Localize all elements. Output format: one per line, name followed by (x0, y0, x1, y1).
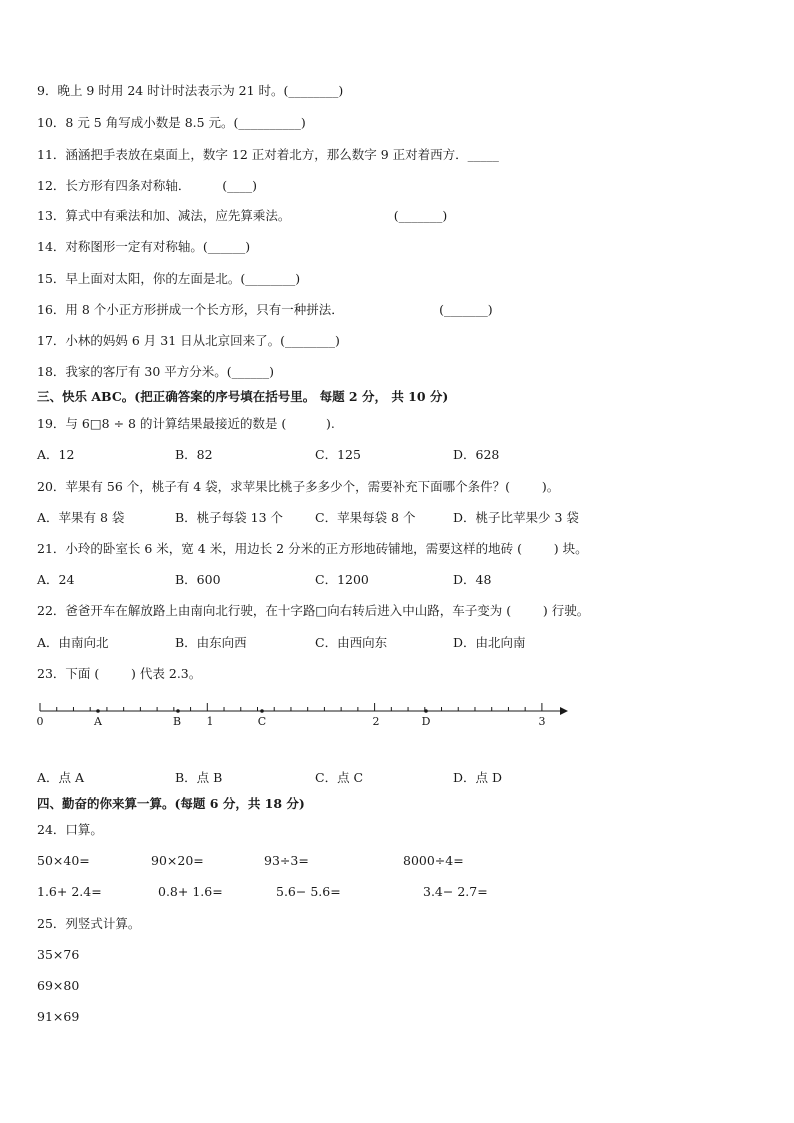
point-b-dot (176, 709, 180, 713)
question-23-option-a: A．点 A (37, 770, 85, 785)
question-20-option-b: B．桃子每袋 13 个 (175, 510, 284, 525)
point-a-dot (96, 709, 100, 713)
question-21-option-d: D．48 (453, 572, 492, 587)
section-4-title: 四、勤奋的你来算一算。(每题 6 分，共 18 分) (37, 796, 305, 811)
question-14: 14．对称图形一定有对称轴。(______) (37, 239, 251, 254)
tick-label-0: 0 (36, 715, 44, 728)
question-19-stem: 19．与 6□8 ÷ 8 的计算结果最接近的数是 ( ). (37, 416, 335, 431)
number-line-arrow (560, 707, 568, 715)
question-18: 18．我家的客厅有 30 平方分米。(______) (37, 364, 275, 379)
point-d-dot (424, 709, 428, 713)
oral-calc-2: 90×20= (151, 853, 204, 868)
point-label-a: A (94, 715, 102, 728)
question-22-stem: 22．爸爸开车在解放路上由南向北行驶，在十字路□向右转后进入中山路，车子变为 ( ) 行驶。 (37, 603, 590, 618)
question-19-option-a: A．12 (37, 447, 75, 462)
oral-calc-8: 3.4− 2.7= (423, 884, 488, 899)
question-9: 9．晚上 9 时用 24 时计时法表示为 21 时。(________) (37, 83, 344, 98)
question-21-option-b: B．600 (175, 572, 221, 587)
question-16: 16．用 8 个小正方形拼成一个长方形，只有一种拼法． (_______) (37, 302, 493, 317)
question-22-option-d: D．由北向南 (453, 635, 526, 650)
vertical-calc-2: 69×80 (37, 978, 80, 993)
oral-calc-7: 5.6− 5.6= (276, 884, 341, 899)
oral-calc-4: 8000÷4= (403, 853, 464, 868)
question-22-option-b: B．由东向西 (175, 635, 247, 650)
oral-calc-5: 1.6+ 2.4= (37, 884, 102, 899)
question-20-option-c: C．苹果每袋 8 个 (315, 510, 416, 525)
question-19-option-b: B．82 (175, 447, 213, 462)
question-23-option-d: D．点 D (453, 770, 503, 785)
tick-label-3: 3 (538, 715, 546, 728)
vertical-calc-1: 35×76 (37, 947, 80, 962)
question-12: 12．长方形有四条对称轴． (____) (37, 178, 257, 193)
question-23-stem: 23．下面 ( ) 代表 2.3。 (37, 666, 202, 681)
question-23-option-b: B．点 B (175, 770, 223, 785)
question-17: 17．小林的妈妈 6 月 31 日从北京回来了。(________) (37, 333, 340, 348)
point-label-c: C (257, 715, 267, 728)
question-24-stem: 24．口算。 (37, 822, 103, 837)
question-19-option-d: D．628 (453, 447, 500, 462)
point-c-dot (260, 709, 264, 713)
number-line (36, 688, 576, 728)
question-19-option-c: C．125 (315, 447, 361, 462)
question-21-option-c: C．1200 (315, 572, 369, 587)
number-line-figure (36, 688, 576, 728)
question-25-stem: 25．列竖式计算。 (37, 916, 141, 931)
question-20-option-a: A．苹果有 8 袋 (37, 510, 125, 525)
question-22-option-a: A．由南向北 (37, 635, 109, 650)
section-3-title: 三、快乐 ABC。(把正确答案的序号填在括号里。 每题 2 分， 共 10 分) (37, 389, 449, 404)
question-20-option-d: D．桃子比苹果少 3 袋 (453, 510, 579, 525)
question-22-option-c: C．由西向东 (315, 635, 388, 650)
question-20-stem: 20．苹果有 56 个，桃子有 4 袋，求苹果比桃子多多少个，需要补充下面哪个条件？( )。 (37, 479, 560, 494)
question-15: 15．早上面对太阳，你的左面是北。(________) (37, 271, 301, 286)
question-21-option-a: A．24 (37, 572, 75, 587)
question-21-stem: 21．小玲的卧室长 6 米，宽 4 米，用边长 2 分米的正方形地砖铺地，需要这样的地砖 ( ) 块。 (37, 541, 588, 556)
oral-calc-1: 50×40= (37, 853, 90, 868)
question-11: 11．涵涵把手表放在桌面上，数字 12 正对着北方，那么数字 9 正对着西方．_____ (37, 147, 499, 162)
question-10: 10．8 元 5 角写成小数是 8.5 元。(__________) (37, 115, 306, 130)
question-23-option-c: C．点 C (315, 770, 364, 785)
question-13: 13．算式中有乘法和加、减法，应先算乘法。 (_______) (37, 208, 448, 223)
point-label-d: D (421, 715, 431, 728)
vertical-calc-3: 91×69 (37, 1009, 80, 1024)
point-label-b: B (172, 715, 182, 728)
tick-label-1: 1 (206, 715, 214, 728)
oral-calc-6: 0.8+ 1.6= (158, 884, 223, 899)
oral-calc-3: 93÷3= (264, 853, 309, 868)
tick-label-2: 2 (372, 715, 380, 728)
